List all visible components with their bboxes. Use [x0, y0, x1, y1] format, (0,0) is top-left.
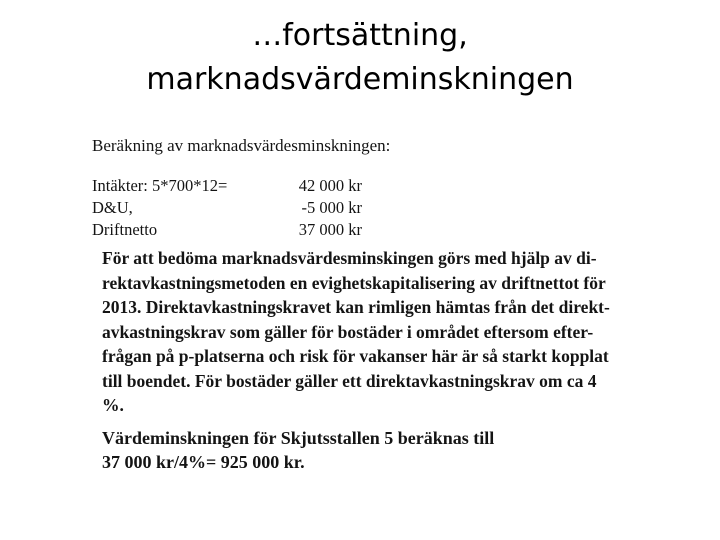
calc-value: 42 000 kr [298, 176, 362, 195]
slide-title [0, 14, 720, 102]
calc-row-revenue [92, 176, 382, 196]
calc-row-net-operating [92, 220, 382, 240]
calc-label: D&U, [92, 198, 133, 217]
paragraph-line: frågan på p-platserna och risk för vakanser här är så starkt kopplat [102, 346, 609, 366]
calc-value: -5 000 kr [301, 198, 362, 217]
conclusion-paragraph [102, 426, 622, 474]
calc-row-maintenance [92, 198, 382, 218]
method-paragraph [102, 246, 622, 418]
paragraph-line: avkastningskrav som gäller för bostäder i området eftersom efter- [102, 321, 594, 342]
calculation-heading: Beräkning av marknadsvärdesminskningen: [92, 136, 391, 155]
paragraph-line: till boendet. För bostäder gäller ett direktavkastningskrav om ca 4 [102, 370, 597, 391]
conclusion-line: 37 000 kr/4%= 925 000 kr. [102, 452, 305, 472]
paragraph-line: För att bedöma marknadsvärdesminskingen görs med hjälp av di- [102, 248, 597, 268]
calc-label: Intäkter: 5*700*12= [92, 176, 228, 195]
paragraph-line: %. [102, 395, 124, 415]
paragraph-line: rektavkastningsmetoden en evighetskapitalisering av driftnettot för [102, 272, 606, 293]
conclusion-line: Värdeminskningen för Skjutsstallen 5 beräknas till [102, 428, 495, 448]
slide-title-line-1: …fortsättning, [252, 18, 468, 53]
slide-title-line-2: marknadsvärdeminskningen [146, 62, 574, 97]
scanned-document [92, 132, 632, 482]
calc-label: Driftnetto [92, 220, 158, 239]
paragraph-line: 2013. Direktavkastningskravet kan rimligen hämtas från det direkt- [102, 297, 610, 317]
calc-value: 37 000 kr [298, 220, 362, 239]
